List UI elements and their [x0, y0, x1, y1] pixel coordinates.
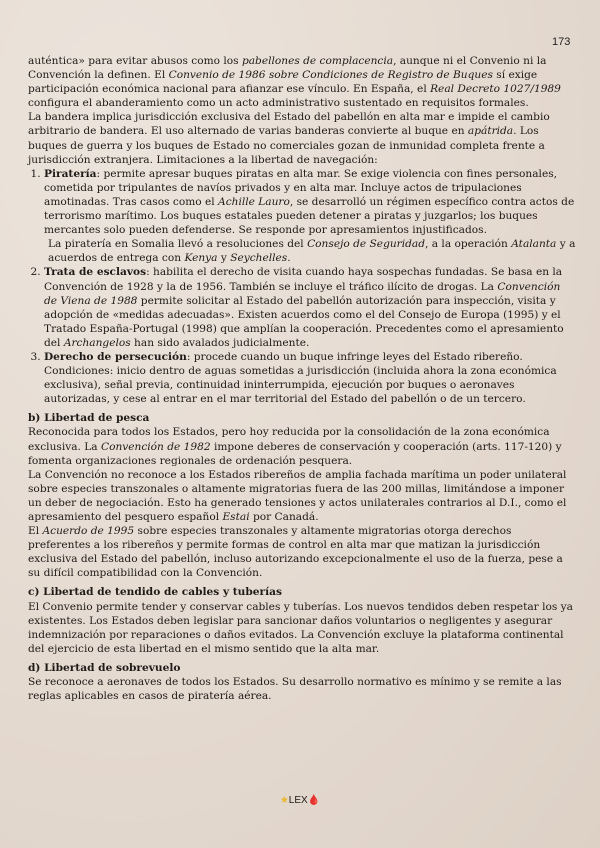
list-item-slave-trade: 2. Trata de esclavos: habilita el derecho de visita cuando haya sospechas fundadas. Se basa en la Convención de 1928 y la de 1956. También se incluye el tráfico ilícito de drogas. La Convención de Viena de 1988 permite solicitar al Estado del pabellón autorización para inspección, visita y adopción de «medidas adecuadas». Existen acuerdos como el del Consejo de Europa (1995) y el Tratado España-Portugal (1998) que amplían la cooperación. Precedentes como el apresamiento del Archangelos han sido avalados judicialmente.: [44, 265, 576, 350]
navigation-limits-list: [28, 167, 576, 407]
section-heading-cables: c) Libertad de tendido de cables y tuberías: [28, 586, 282, 599]
piracy-note: La piratería en Somalia llevó a resoluciones del Consejo de Seguridad, a la operación Atalanta y a acuerdos de entrega con Kenya y Seychelles.: [48, 238, 576, 265]
star-icon: ★: [279, 795, 289, 806]
overflight-paragraph: Se reconoce a aeronaves de todos los Estados. Su desarrollo normativo es mínimo y se remite a las reglas aplicables en casos de piratería aérea.: [28, 676, 562, 703]
list-item-hot-pursuit: 3. Derecho de persecución: procede cuando un buque infringe leyes del Estado ribereño. Condiciones: inicio dentro de aguas sometidas a jurisdicción (incluida ahora la zona económica exclusiva), señal previa, continuidad ininterrumpida, ejecución por buques o aeronaves autorizadas, y cese al entrar en el mar territorial del Estado del pabellón o de un tercero.: [44, 350, 576, 406]
page-body: [28, 54, 576, 703]
list-item-piracy: 1. Piratería: permite apresar buques piratas en alta mar. Se exige violencia con fines personales, cometida por tripulantes de navíos privados y en alta mar. Incluye actos de tripulaciones amotinadas. Tras casos como el Achille Lauro, se desarrolló un régimen específico contra actos de terrorismo marítimo. Los buques estatales pueden detener a piratas y juzgarlos; los buques mercantes solo pueden defenderse. Se responde por apresamientos injustificados. La piratería en Somalia llevó a resoluciones del Consejo de Seguridad, a la operación Atalanta y a acuerdos de entrega con Kenya y Seychelles.: [44, 167, 576, 266]
intro-paragraph-2: La bandera implica jurisdicción exclusiva del Estado del pabellón en alta mar e impide el cambio arbitrario de bandera. El uso alternado de varias banderas convierte al buque en apátrida. Los buques de guerra y los buques de Estado no comerciales gozan de inmunidad completa frente a jurisdicción extranjera. Limitaciones a la libertad de navegación:: [28, 111, 550, 166]
fishing-paragraph-1: Reconocida para todos los Estados, pero hoy reducida por la consolidación de la zona económica exclusiva. La Convención de 1982 impone deberes de conservación y cooperación (arts. 117-120) y fomenta organizaciones regionales de ordenación pesquera.: [28, 426, 562, 467]
fishing-paragraph-2: La Convención no reconoce a los Estados ribereños de amplia fachada marítima un poder unilateral sobre especies transzonales o altamente migratorias fuera de las 200 millas, limitándose a imponer un deber de negociación. Esto ha generado tensiones y actos unilaterales contrarios al D.I., como el apresamiento del pesquero español Estai por Canadá.: [28, 468, 567, 523]
section-heading-overflight: d) Libertad de sobrevuelo: [28, 661, 181, 674]
page-number: 173: [552, 36, 571, 48]
section-heading-fishing: b) Libertad de pesca: [28, 412, 150, 425]
cables-paragraph: El Convenio permite tender y conservar cables y tuberías. Los nuevos tendidos deben respetar los ya existentes. Los Estados deben legislar para sancionar daños voluntarios o negligentes y asegurar indemnización por reparaciones o daños evitados. La Convención excluye la plataforma continental del ejercicio de esta libertad en el mismo sentido que la alta mar.: [28, 600, 573, 655]
brand-text: LEX: [288, 795, 308, 806]
fishing-paragraph-3: El Acuerdo de 1995 sobre especies transzonales y altamente migratorias otorga derechos preferentes a los ribereños y permite formas de control en alta mar que matizan la jurisdicción exclusiva del Estado del pabellón, incluso autorizando excepcionalmente el uso de la fuerza, pese a su difícil compatibilidad con la Convención.: [28, 525, 563, 580]
drop-icon: 🩸: [307, 795, 321, 806]
footer-logo: [0, 795, 600, 806]
intro-paragraph-1: auténtica» para evitar abusos como los pabellones de complacencia, aunque ni el Convenio ni la Convención la definen. El Convenio de 1986 sobre Condiciones de Registro de Buques sí exige participación económica nacional para afianzar ese vínculo. En España, el Real Decreto 1027/1989 configura el abanderamiento como un acto administrativo sustentado en requisitos formales.: [28, 55, 561, 110]
